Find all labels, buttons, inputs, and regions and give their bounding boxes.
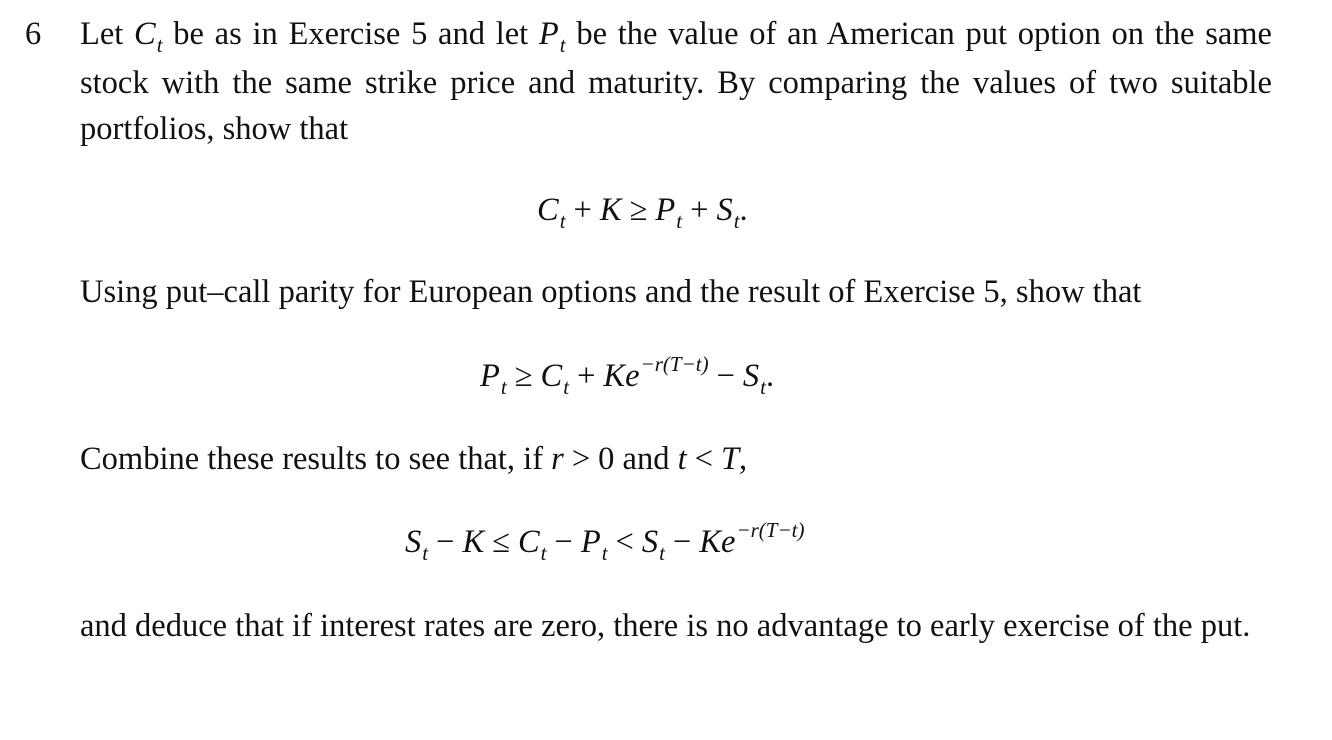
call-value-symbol: $C_t$ xyxy=(134,16,163,57)
intro-text-1: Let xyxy=(80,16,135,52)
inequality-1: $C_t + K \ge P_t + S_t$. xyxy=(537,192,748,233)
intro-text-2: be as in Exercise 5 and let xyxy=(162,16,539,52)
conclusion-paragraph: and deduce that if interest rates are zero, there is no advantage to early exercise of the put. xyxy=(80,608,1251,644)
put-value-symbol: $P_t$ xyxy=(538,16,566,57)
intro-text-3: be the value of an American put option on the same stock with the same strike price and maturity. By comparing the values of two suitable portfolios, show that xyxy=(80,16,1272,147)
inequality-2: $P_t \ge C_t + Ke^{-r(T-t)} - S_t$. xyxy=(480,352,775,399)
inequality-3: $S_t - K \le C_t - P_t < S_t - Ke^{-r(T-t)}$ xyxy=(405,518,805,565)
combine-paragraph: Combine these results to see that, if r > 0 and t < T, xyxy=(80,441,748,477)
exercise-number: 6 xyxy=(25,16,42,52)
exercise-intro-paragraph xyxy=(80,11,1272,152)
put-call-parity-paragraph: Using put–call parity for European options and the result of Exercise 5, show that xyxy=(80,274,1142,310)
